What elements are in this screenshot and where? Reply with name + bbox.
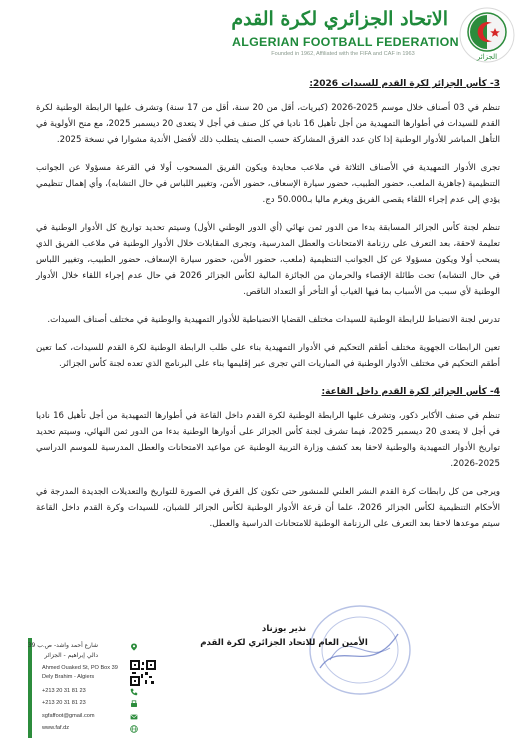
email-icon [130,713,138,721]
founded-line: Founded in 1962, Affiliated with the FIFA and CAF in 1963 [271,51,415,57]
paragraph: تنظم في 03 أصناف خلال موسم 2025-2026 (كبريات، أقل من 20 سنة، أقل من 17 سنة) وتشرف عليها الرابطة الوطنية لكرة القدم للسيدات في أطوارها التمهيدية من أجل تأهيل 16 ناديا في كل صنف في أجل لا يتعدى 20 ديسمبر 2025، مع منح الأولوية في التأهل المباشر للأدوار الوطنية إذا كان عدد الفرق المشاركة حسب الصنف يتطلب ذلك لأفضل الأندية مشوارا في نسخة 2025. [36,103,501,145]
phone-number-1: +213 20 31 81 23 [42,688,86,694]
federation-name-english: ALGERIAN FOOTBALL FEDERATION [232,35,459,49]
section-heading-futsal-cup: 4- كأس الجزائر لكرة القدم داخل القاعة: [321,387,500,397]
circular-body [36,76,500,544]
signatory-title: الأمين العام للاتحاد الجزائري لكرة القدم [200,638,368,648]
paragraph: تدرس لجنة الانضباط للرابطة الوطنية للسيدات مختلف القضايا الانضباطية للأدوار التمهيدية والوطنية في مختلف أصناف السيدات. [47,315,500,325]
address-english-line-1: Ahmed Ouaked St, PO Box 39 [42,665,118,671]
location-pin-icon [130,643,138,651]
faf-logo [458,6,516,64]
email-address[interactable]: sgfaffoot@gmail.com [42,713,95,719]
section-heading-womens-cup: 3- كأس الجزائر لكرة القدم للسيدات 2026: [309,79,500,89]
paragraph: تنظم في صنف الأكابر ذكور، وتشرف عليها الرابطة الوطنية لكرة القدم داخل القاعة في أطوارها التمهيدية من أجل تأهيل 16 ناديا في أجل لا يتعدى 20 ديسمبر 2025، فيما تشرف لجنة كأس الجزائر على أدوارها الوطنية بدءا من الدور ثمن النهائي، وسيتم تحديد تواريخ الأدوار التمهيدية والوطنية لاحقا بعد كشف وزارة التربية الوطنية عن مواعيد الامتحانات والعطل المدرسية للموسم الدراسي 2025-2026. [36,411,500,469]
globe-icon [130,725,138,733]
address-english-line-2: Dely Brahim - Algiers [42,674,95,680]
federation-name-arabic: الاتحاد الجزائري لكرة القدم [231,8,448,30]
paragraph: ويرجى من كل رابطات كرة القدم النشر العلني للمنشور حتى تكون كل الفرق في الصورة للتواريخ والتعديلات الجديدة المدرجة في الأحكام التنظيمية لكأس الجزائر 2026، علما أن قرعة الأدوار الوطنية لكأس الجزائر للشبان، للسيدات وكرة القدم داخل القاعة سيتم موعدها لاحقا بعد التعرف على الرزنامة الوطنية للامتحانات الدراسية والعطل. [36,487,500,529]
letterhead [0,0,530,66]
signatory-name: نذير بوزناد [261,624,307,634]
address-arabic-line-1: شارع أحمد واشد- ص.ب 39 [27,642,98,649]
paragraph: تنظم لجنة كأس الجزائر المسابقة بدءا من الدور ثمن نهائي (أي الدور الوطني الأول) وسيتم تحديد تواريخ كل الأدوار الوطنية في تعليمة لاحقة، بعد التعرف على رزنامة الامتحانات والعطل المدرسية، وتجرى المقابلات خلال الأدوار الوطنية في ملاعب الفريق الذي يسحب أولا ويكون مسؤولا عن كل الجوانب التنظيمية (ملعب، حضور الأمن، حضور سيارة الإسعاف، حضور الطبيب، وتغيير اللباس في حال التشابه) تحت طائلة الإقصاء والحرمان من الجائزة المالية لكأس الجزائر 2026 في حال عدم إجراء اللقاء خلال الأدوار الوطنية لأي سبب من الأسباب بما فيها الغياب أو التأخر أو التعداد الناقص. [36,223,500,297]
fax-icon [130,700,138,708]
qr-code-icon [130,660,156,686]
phone-number-2: +213 20 31 81 23 [42,700,86,706]
official-stamp [300,598,418,702]
website-link[interactable]: www.faf.dz [42,725,70,731]
paragraph: تعين الرابطات الجهوية مختلف أطقم التحكيم في الأدوار التمهيدية بناء على طلب الرابطة الوطنية لكرة القدم للسيدات، كما تعين أطقم التحكيم في مختلف الأدوار الوطنية في المباريات التي تجرى عبر إقليمها بناء على البرنامج الذي تعده لجنة كأس الجزائر. [36,343,500,369]
paragraph: تجرى الأدوار التمهيدية في الأصناف الثلاثة في ملاعب محايدة ويكون الفريق المسحوب أولا في القرعة مسؤولا عن الجوانب التنظيمية (جاهزية الملعب، حضور الطبيب، حضور سيارة الإسعاف، حضور الأمن، وتغيير اللباس في حال التشابه)، وأي إهمال تنظيمي يؤدي إلى عدم إجراء اللقاء يقصى الفريق ويغرم ماليا بـ50.000 دج. [36,163,500,205]
signature-block [184,622,384,650]
address-arabic-line-2: دالي إبراهيم - الجزائر [44,652,98,659]
svg-text:الجزائر: الجزائر [476,53,498,61]
phone-icon [130,688,138,696]
footer-accent-bar [28,638,32,738]
